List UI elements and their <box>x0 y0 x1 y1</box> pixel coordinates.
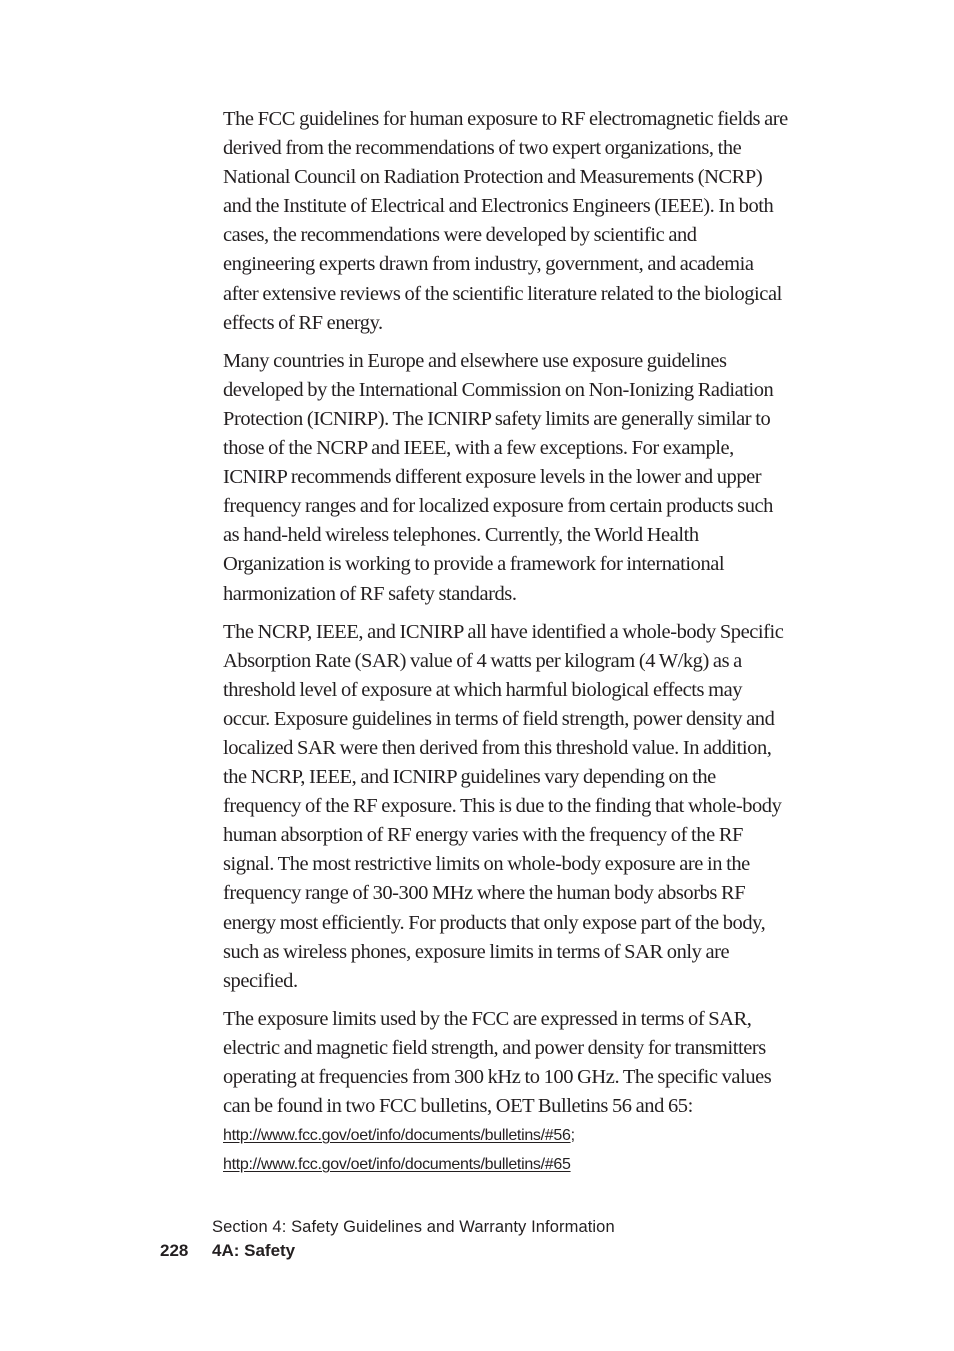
page-number: 228 <box>160 1241 189 1260</box>
link-separator: ; <box>570 1127 576 1145</box>
footer-page-line <box>160 1239 615 1263</box>
chapter-title: 4A: Safety <box>212 1241 296 1260</box>
footer-section-title: Section 4: Safety Guidelines and Warranty Information <box>212 1218 615 1236</box>
paragraph-icnirp: Many countries in Europe and elsewhere use exposure guidelines developed by the International Commission on Non-Ionizing Radiation Protection (ICNIRP). The ICNIRP safety limits are generally similar to those of the NCRP and IEEE, with a few exceptions. For example, ICNIRP recommends different exposure levels in the lower and upper frequency ranges and for localized exposure from certain products such as hand-held wireless telephones. Currently, the World Health Organization is working to provide a framework for international harmonization of RF safety standards. <box>223 349 774 605</box>
paragraph-fcc-limits: The exposure limits used by the FCC are expressed in terms of SAR, electric and magnetic field strength, and power density for transmitters operating at frequencies from 300 kHz to 100 GHz. The specific values can be found in two FCC bulletins, OET Bulletins 56 and 65: <box>223 1007 772 1118</box>
page-footer <box>160 1215 615 1263</box>
bulletin-links <box>223 1121 789 1179</box>
bulletin-56-link[interactable]: http://www.fcc.gov/oet/info/documents/bulletins/#56 <box>223 1127 571 1145</box>
bulletin-65-link[interactable]: http://www.fcc.gov/oet/info/documents/bulletins/#65 <box>223 1156 571 1174</box>
bulletin-56-row <box>223 1121 789 1150</box>
paragraph-sar-threshold: The NCRP, IEEE, and ICNIRP all have identified a whole-body Specific Absorption Rate (SAR) value of 4 watts per kilogram (4 W/kg) as a threshold level of exposure at which harmful biological effects may occur. Exposure guidelines in terms of field strength, power density and localized SAR were then derived from this threshold value. In addition, the NCRP, IEEE, and ICNIRP guidelines vary depending on the frequency of the RF exposure. This is due to the finding that whole-body human absorption of RF energy varies with the frequency of the RF signal. The most restrictive limits on whole-body exposure are in the frequency range of 30-300 MHz where the human body absorbs RF energy most efficiently. For products that only expose part of the body, such as wireless phones, exposure limits in terms of SAR only are specified. <box>223 620 784 992</box>
paragraph-fcc-guidelines: The FCC guidelines for human exposure to RF electromagnetic fields are derived from the recommendations of two expert organizations, the National Council on Radiation Protection and Measurements (NCRP) and the Institute of Electrical and Electronics Engineers (IEEE). In both cases, the recommendations were developed by scientific and engineering experts drawn from industry, government, and academia after extensive reviews of the scientific literature related to the biological effects of RF energy. <box>223 108 788 334</box>
document-body <box>223 105 789 1179</box>
